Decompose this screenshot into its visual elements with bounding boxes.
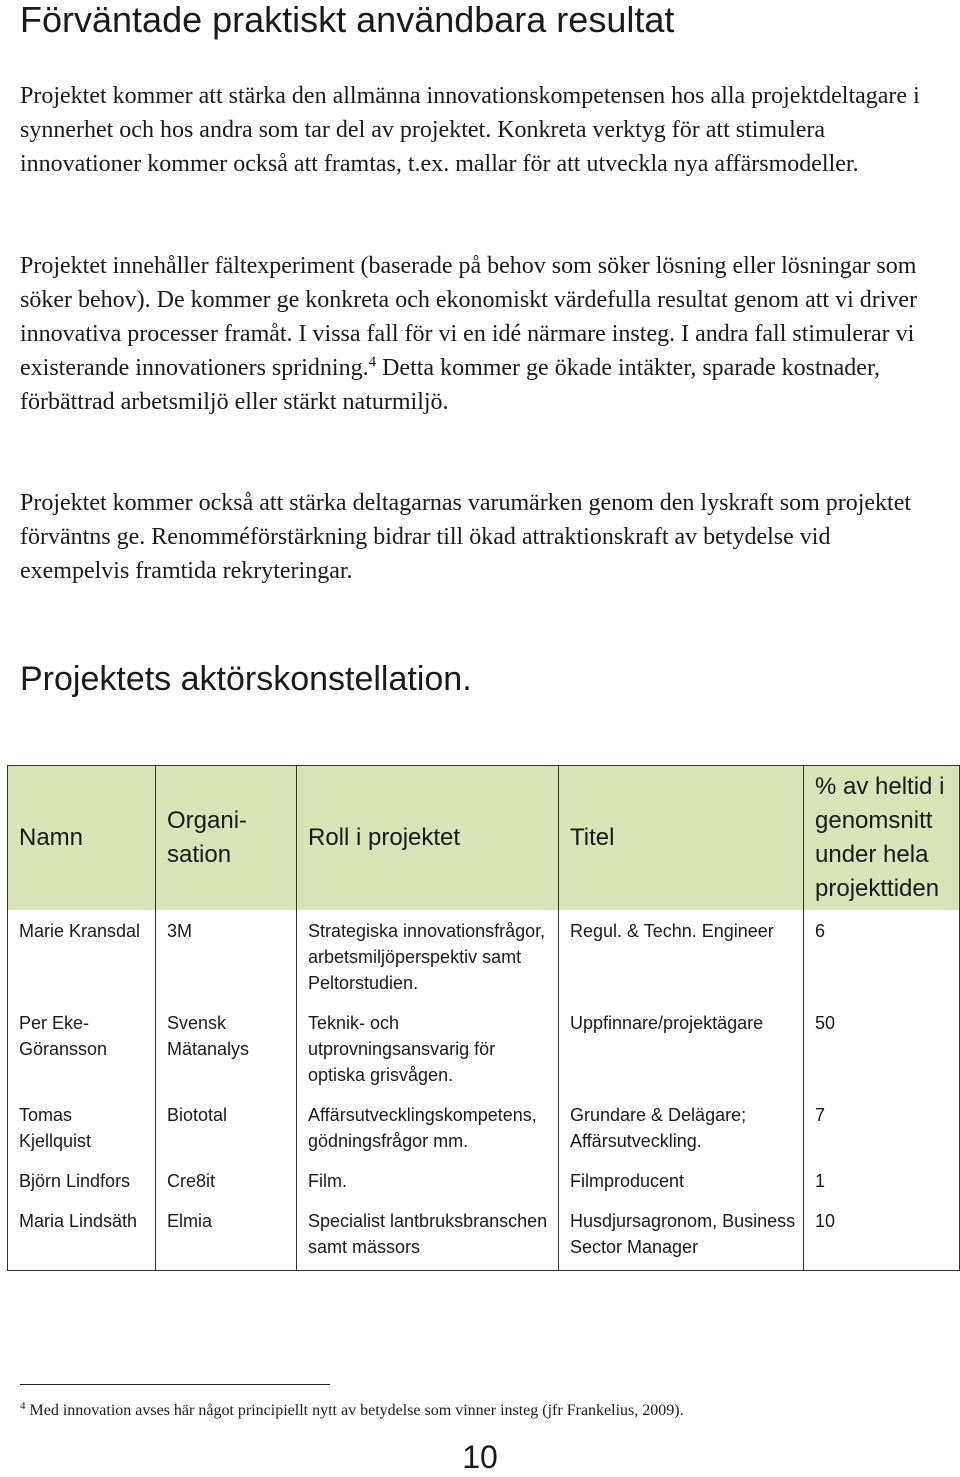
cell-name: Per Eke-Göransson <box>8 1002 156 1094</box>
cell-role: Specialist lantbruksbranschen samt mässors <box>297 1200 559 1271</box>
cell-percent: 10 <box>804 1200 960 1271</box>
table-row <box>8 1200 960 1271</box>
cell-organisation: Cre8it <box>156 1160 297 1200</box>
header-namn: Namn <box>8 766 156 911</box>
header-organisation: Organi-sation <box>156 766 297 911</box>
header-roll: Roll i projektet <box>297 766 559 911</box>
table-row <box>8 1002 960 1094</box>
cell-name: Maria Lindsäth <box>8 1200 156 1271</box>
cell-percent: 1 <box>804 1160 960 1200</box>
cell-organisation: Biototal <box>156 1094 297 1160</box>
paragraph-brands: Projektet kommer också att stärka deltagarnas varumärken genom den lyskraft som projektet förväntns ge. Renomméförstärkning bidrar till ökad attraktionskraft av betydelse vid exempelvis framtida rekryteringar. <box>20 490 912 584</box>
cell-organisation: Svensk Mätanalys <box>156 1002 297 1094</box>
table-row <box>8 910 960 1002</box>
cell-name: Marie Kransdal <box>8 910 156 1002</box>
table-header-row <box>8 766 960 911</box>
cell-percent: 6 <box>804 910 960 1002</box>
paragraph-results: Projektet kommer att stärka den allmänna innovationskompetensen hos alla projektdeltagare i synnerhet och hos andra som tar del av projektet. Konkreta verktyg för att stimulera innovationer kommer också att framtas, t.ex. mallar för att utveckla nya affärsmodeller. <box>20 83 920 177</box>
cell-role: Film. <box>297 1160 559 1200</box>
footnote-mark: 4 <box>20 1399 26 1412</box>
cell-title: Husdjursagronom, Business Sector Manager <box>559 1200 804 1271</box>
cell-percent: 50 <box>804 1002 960 1094</box>
section-heading: Förväntade praktiskt användbara resultat <box>20 0 675 40</box>
footnote-divider <box>20 1384 330 1385</box>
cell-name: Björn Lindfors <box>8 1160 156 1200</box>
footnote-text: Med innovation avses här något principiellt nytt av betydelse som vinner insteg (jfr Frankelius, 2009). <box>29 1402 684 1419</box>
cell-name: Tomas Kjellquist <box>8 1094 156 1160</box>
table-row <box>8 1160 960 1200</box>
page-number: 10 <box>462 1439 498 1475</box>
cell-title: Uppfinnare/projektägare <box>559 1002 804 1094</box>
section-heading-actors: Projektets aktörskonstellation. <box>20 660 472 698</box>
cell-organisation: 3M <box>156 910 297 1002</box>
cell-title: Filmproducent <box>559 1160 804 1200</box>
paragraph-experiments <box>20 249 940 419</box>
cell-role: Affärsutvecklingskompetens, gödningsfrågor mm. <box>297 1094 559 1160</box>
footnote <box>20 1400 684 1422</box>
cell-title: Grundare & Delägare; Affärsutveckling. <box>559 1094 804 1160</box>
cell-role: Strategiska innovationsfrågor, arbetsmiljöperspektiv samt Peltorstudien. <box>297 910 559 1002</box>
paragraph-experiments-main: Projektet innehåller fältexperiment (baserade på behov som söker lösning eller lösningar som söker behov). De kommer ge konkreta och ekonomiskt värdefulla resultat genom att vi driver innovativa processer framåt. I vissa fall för vi en idé närmare insteg. I andra fall stimulerar vi existerande innovationers spridning. <box>20 253 918 381</box>
cell-percent: 7 <box>804 1094 960 1160</box>
actors-table <box>7 765 960 1271</box>
cell-title: Regul. & Techn. Engineer <box>559 910 804 1002</box>
header-titel: Titel <box>559 766 804 911</box>
cell-role: Teknik- och utprovningsansvarig för optiska grisvågen. <box>297 1002 559 1094</box>
header-percent-fulltime: % av heltid i genomsnitt under hela projekttiden <box>804 766 960 911</box>
footnote-reference[interactable]: 4 <box>368 354 377 370</box>
table-row <box>8 1094 960 1160</box>
cell-organisation: Elmia <box>156 1200 297 1271</box>
paragraph-experiments-tail: Detta kommer ge ökade intäkter, sparade kostnader, förbättrad arbetsmiljö eller stärkt naturmiljö. <box>20 355 880 415</box>
